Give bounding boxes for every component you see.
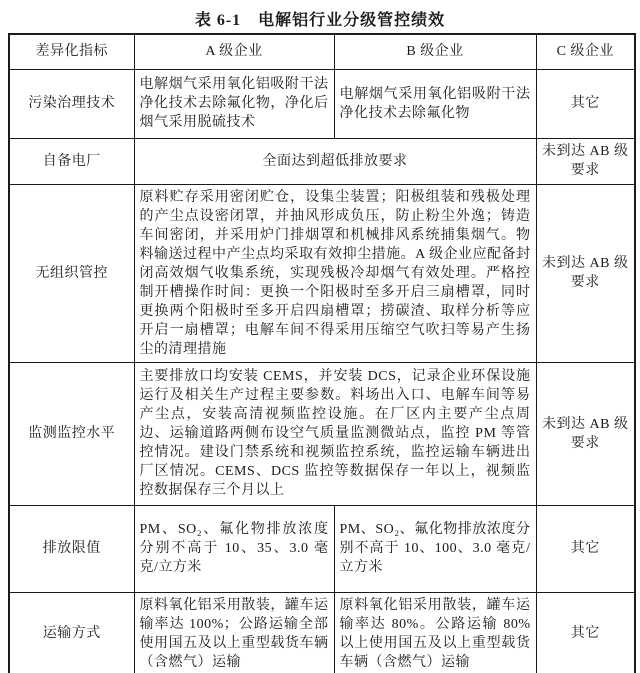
cell-emission-limits-grade-b: PM、SO₂、氟化物排放浓度分别不高于 10、100、3.0 毫克/立方米 [334, 505, 536, 592]
cell-pollution-control-grade-c: 其它 [536, 69, 635, 138]
col-header-grade-a: A 级企业 [134, 34, 334, 69]
cell-transport-mode-indicator: 运输方式 [9, 592, 134, 673]
grading-control-table [8, 33, 636, 673]
cell-captive-power-plant-grade-c: 未到达 AB 级要求 [536, 138, 635, 184]
row-monitoring-level [9, 362, 635, 505]
row-transport-mode [9, 592, 635, 673]
header-row [9, 34, 635, 69]
cell-captive-power-plant-grade-ab: 全面达到超低排放要求 [134, 138, 536, 184]
cell-fugitive-emission-control-grade-c: 未到达 AB 级要求 [536, 184, 635, 362]
row-pollution-control [9, 69, 635, 138]
row-fugitive-emission-control [9, 184, 635, 362]
cell-pollution-control-grade-b: 电解烟气采用氧化铝吸附干法净化技术去除氟化物 [334, 69, 536, 138]
col-header-grade-c: C 级企业 [536, 34, 635, 69]
row-emission-limits [9, 505, 635, 592]
cell-monitoring-level-grade-c: 未到达 AB 级要求 [536, 362, 635, 505]
col-header-indicator: 差异化指标 [9, 34, 134, 69]
cell-pollution-control-indicator: 污染治理技术 [9, 69, 134, 138]
cell-emission-limits-indicator: 排放限值 [9, 505, 134, 592]
cell-emission-limits-grade-c: 其它 [536, 505, 635, 592]
cell-monitoring-level-indicator: 监测监控水平 [9, 362, 134, 505]
cell-emission-limits-grade-a: PM、SO₂、氟化物排放浓度分别不高于 10、35、3.0 毫克/立方米 [134, 505, 334, 592]
cell-fugitive-emission-control-grade-ab: 原料贮存采用密闭贮仓，设集尘装置；阳极组装和残极处理的产尘点设密闭罩，并抽风形成负压，防止粉尘外逸；铸造车间密闭，并采用炉门排烟罩和机械排风系统捕集烟气。物料输送过程中产尘点均采取有效抑尘措施。A 级企业应配备封闭高效烟气收集系统，实现残极冷却烟气有效处理。严格控制开槽操作时间：更换一个阳极时至多开启三扇槽罩，同时更换两个阳极时至多开启四扇槽罩；捞碳渣、取样分析等应开启一扇槽罩；电解车间不得采用压缩空气吹扫等易产生扬尘的清理措施 [134, 184, 536, 362]
cell-fugitive-emission-control-indicator: 无组织管控 [9, 184, 134, 362]
cell-transport-mode-grade-b: 原料氧化铝采用散装，罐车运输率达 80%。公路运输 80%以上使用国五及以上重型载货车辆（含燃气）运输 [334, 592, 536, 673]
cell-pollution-control-grade-a: 电解烟气采用氧化铝吸附干法净化技术去除氟化物，净化后烟气采用脱硫技术 [134, 69, 334, 138]
cell-monitoring-level-grade-ab: 主要排放口均安装 CEMS，并安装 DCS，记录企业环保设施运行及相关生产过程主要参数。料场出入口、电解车间等易产尘点，安装高清视频监控设施。在厂区内主要产尘点周边、运输道路两侧布设空气质量监测微站点，监控 PM 等管控情况。建设门禁系统和视频监控系统，监控运输车辆进出厂区情况。CEMS、DCS 监控等数据保存一年以上，视频监控数据保存三个月以上 [134, 362, 536, 505]
cell-transport-mode-grade-a: 原料氧化铝采用散装，罐车运输率达 100%；公路运输全部使用国五及以上重型载货车辆（含燃气）运输 [134, 592, 334, 673]
table-caption: 表 6-1 电解铝行业分级管控绩效 [194, 12, 446, 29]
col-header-grade-b: B 级企业 [334, 34, 536, 69]
row-captive-power-plant [9, 138, 635, 184]
cell-captive-power-plant-indicator: 自备电厂 [9, 138, 134, 184]
cell-transport-mode-grade-c: 其它 [536, 592, 635, 673]
